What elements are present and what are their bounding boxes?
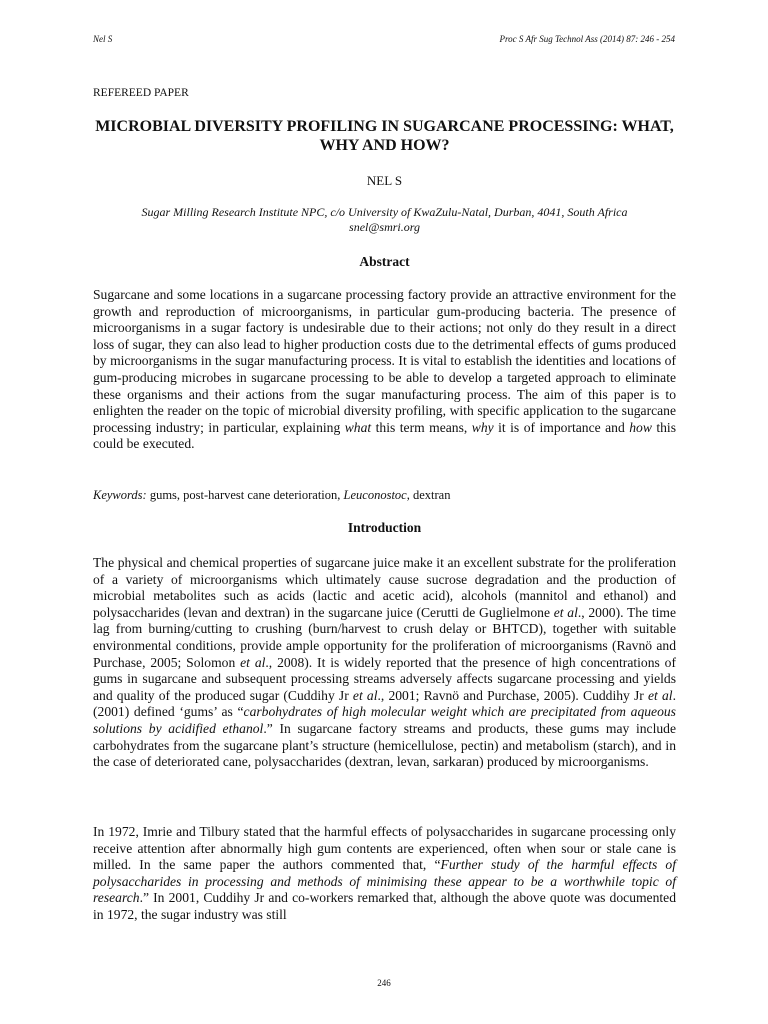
- introduction-paragraph-2: In 1972, Imrie and Tilbury stated that the harmful effects of polysaccharides in sugarcane processing only receive attention after abnormally high gum contents are experienced, often when sour or stale cane is milled. In the same paper the authors commented that, “Further study of the harmful effects of polysaccharides in processing and methods of minimising these appear to be a worthwhile topic of research.” In 2001, Cuddihy Jr and co-workers remarked that, although the above quote was documented in 1972, the sugar industry was still: [93, 824, 677, 922]
- abstract-heading: Abstract: [359, 254, 410, 269]
- keywords-label: Keywords:: [93, 488, 147, 502]
- affiliation-block: [93, 205, 676, 235]
- introduction-paragraph-1: The physical and chemical properties of sugarcane juice make it an excellent substrate for the proliferation of a variety of microorganisms which ultimately cause sucrose degradation and the production of microbial metabolites such as acids (lactic and acetic acid), alcohols (mannitol and ethanol) and polysaccharides (levan and dextran) in the sugarcane juice (Cerutti de Guglielmone et al., 2000). The time lag from burning/cutting to crushing (burn/harvest to crush delay or BHTCD), together with suitable environmental conditions, provide ample opportunity for the proliferation of microorganisms (Ravnö and Purchase, 2005; Solomon et al., 2008). It is widely reported that the presence of high concentrations of gums in sugarcane and subsequent processing streams adversely affects sugarcane processing and yields and quality of the produced sugar (Cuddihy Jr et al., 2001; Ravnö and Purchase, 2005). Cuddihy Jr et al. (2001) defined ‘gums’ as “carbohydrates of high molecular weight which are precipitated from aqueous solutions by acidified ethanol.” In sugarcane factory streams and products, these gums may include carbohydrates from the sugarcane plant’s structure (hemicellulose, pectin) and metabolism (starch), and in the case of deteriorated cane, polysaccharides (dextran, levan, sarkaran) produced by microorganisms.: [93, 555, 677, 770]
- author-name: NEL S: [366, 173, 403, 188]
- author-email: snel@smri.org: [349, 220, 420, 234]
- running-header-author: Nel S: [93, 34, 113, 44]
- running-header-citation: Proc S Afr Sug Technol Ass (2014) 87: 246 - 254: [499, 34, 675, 44]
- paper-title: MICROBIAL DIVERSITY PROFILING IN SUGARCANE PROCESSING: WHAT, WHY AND HOW?: [95, 118, 674, 154]
- abstract-text: Sugarcane and some locations in a sugarcane processing factory provide an attractive environment for the growth and reproduction of microorganisms, in particular gum-producing bacteria. The presence of microorganisms in a sugar factory is undesirable due to their actions; not only do they result in a direct loss of sugar, they can also lead to higher production costs due to the detrimental effects of gums produced by microorganisms in the sugar manufacturing process. It is vital to establish the identities and locations of gum-producing microbes in sugarcane processing to be able to develop a targeted approach to eliminate these organisms and their actions from the sugar manufacturing process. The aim of this paper is to enlighten the reader on the topic of microbial diversity profiling, with specific application to the sugarcane processing industry; in particular, explaining what this term means, why it is of importance and how this could be executed.: [93, 287, 677, 452]
- keywords-line: Keywords: gums, post-harvest cane deterioration, Leuconostoc, dextran: [93, 488, 451, 502]
- paper-type-label: REFEREED PAPER: [93, 87, 189, 99]
- introduction-heading: Introduction: [347, 520, 422, 535]
- affiliation-line: Sugar Milling Research Institute NPC, c/o University of KwaZulu-Natal, Durban, 4041, South Africa: [141, 205, 628, 219]
- page-number: 246: [377, 978, 391, 988]
